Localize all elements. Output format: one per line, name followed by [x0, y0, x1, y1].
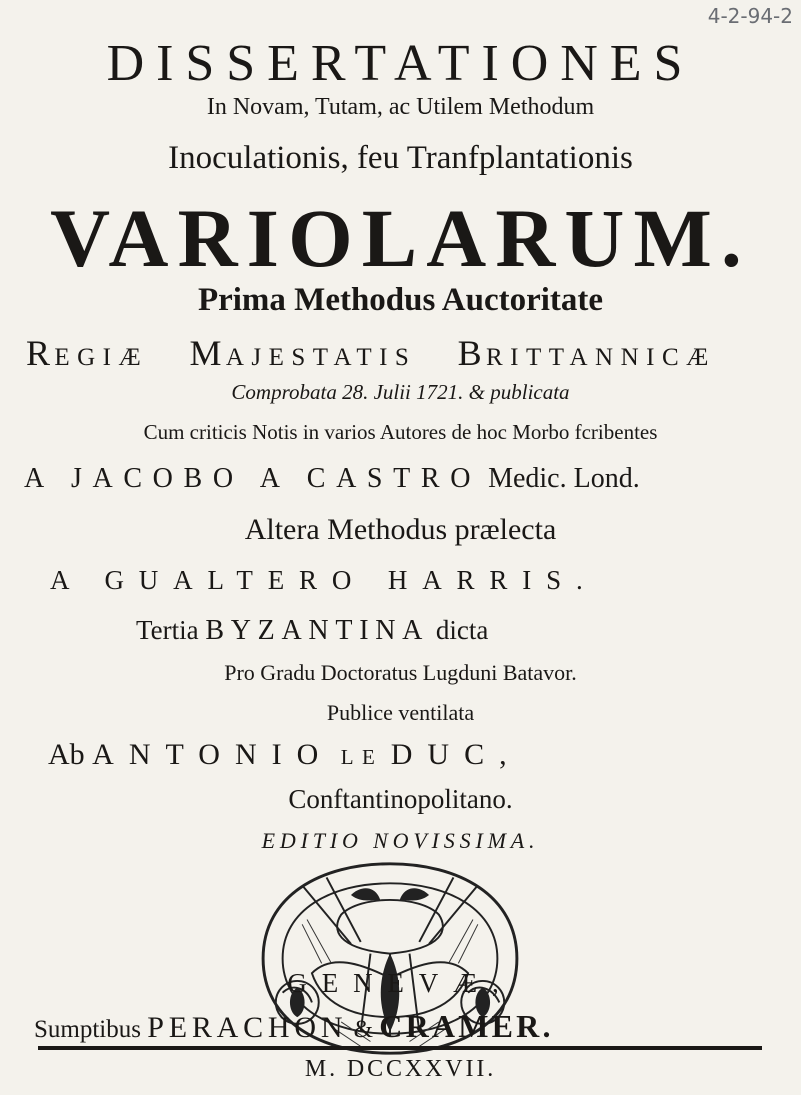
author-3-le: LE [340, 745, 384, 769]
cum-criticis-line: Cum criticis Notis in varios Autores de hoc Morbo fcribentes [143, 420, 658, 444]
edition-line: EDITIO NOVISSIMA. [261, 828, 540, 853]
method-3-prefix: Tertia [136, 615, 199, 645]
imprint-printer-2: CRAMER. [379, 1008, 554, 1044]
author-3-line [48, 738, 793, 772]
imprint-city: GENEVÆ, [287, 968, 514, 998]
majestatis-initial: M [189, 333, 226, 373]
imprint-printer-1: PERACHON [147, 1011, 348, 1044]
imprint-ampersand: & [353, 1016, 374, 1043]
pro-gradu-line: Pro Gradu Doctoratus Lugduni Batavor. [224, 660, 577, 685]
britannicae-rest: RITTANNICÆ [485, 344, 716, 371]
method-3-suffix: dicta [435, 615, 489, 645]
subtitle-line-1: In Novam, Tutam, ac Utilem Methodum [206, 94, 595, 120]
subtitle-line-2: Inoculationis, feu Tranfplantationis [168, 140, 633, 176]
method-3-name: BYZANTINA [205, 615, 430, 646]
work-title: DISSERTATIONES [106, 35, 695, 92]
author-2-line: A GUALTERO HARRIS. [50, 565, 598, 595]
main-title: VARIOLARUM. [50, 192, 751, 284]
shelfmark: 4-2-94-2 [707, 4, 793, 28]
method-2-heading: Altera Methodus prælecta [244, 513, 557, 546]
constantinopolitano-line: Conftantinopolitano. [288, 784, 513, 814]
author-1-suffix: Medic. Lond. [488, 463, 640, 494]
imprint-date: M. DCCXXVII. [304, 1056, 497, 1082]
author-3-prefix: Ab [48, 738, 85, 771]
imprint-rule [38, 1046, 762, 1050]
method-3-line [136, 615, 736, 647]
britannicae-initial: B [457, 333, 486, 373]
author-3-duc: DUC, [390, 738, 522, 771]
imprint-sumptibus: Sumptibus [34, 1016, 141, 1043]
regiae-rest: EGIÆ [54, 344, 149, 371]
comprobata-line: Comprobata 28. Julii 1721. & publicata [231, 380, 570, 404]
author-3-name: ANTONIO [92, 738, 334, 771]
majestatis-rest: AJESTATIS [225, 344, 417, 371]
publice-line: Publice ventilata [326, 700, 475, 725]
regiae-initial: R [26, 333, 55, 373]
regiae-line [26, 332, 796, 374]
author-1-line [24, 463, 794, 495]
method-1-heading: Prima Methodus Auctoritate [197, 282, 604, 318]
author-1-name: A JACOBO A CASTRO [24, 463, 482, 494]
imprint-publisher-line [34, 1008, 554, 1045]
